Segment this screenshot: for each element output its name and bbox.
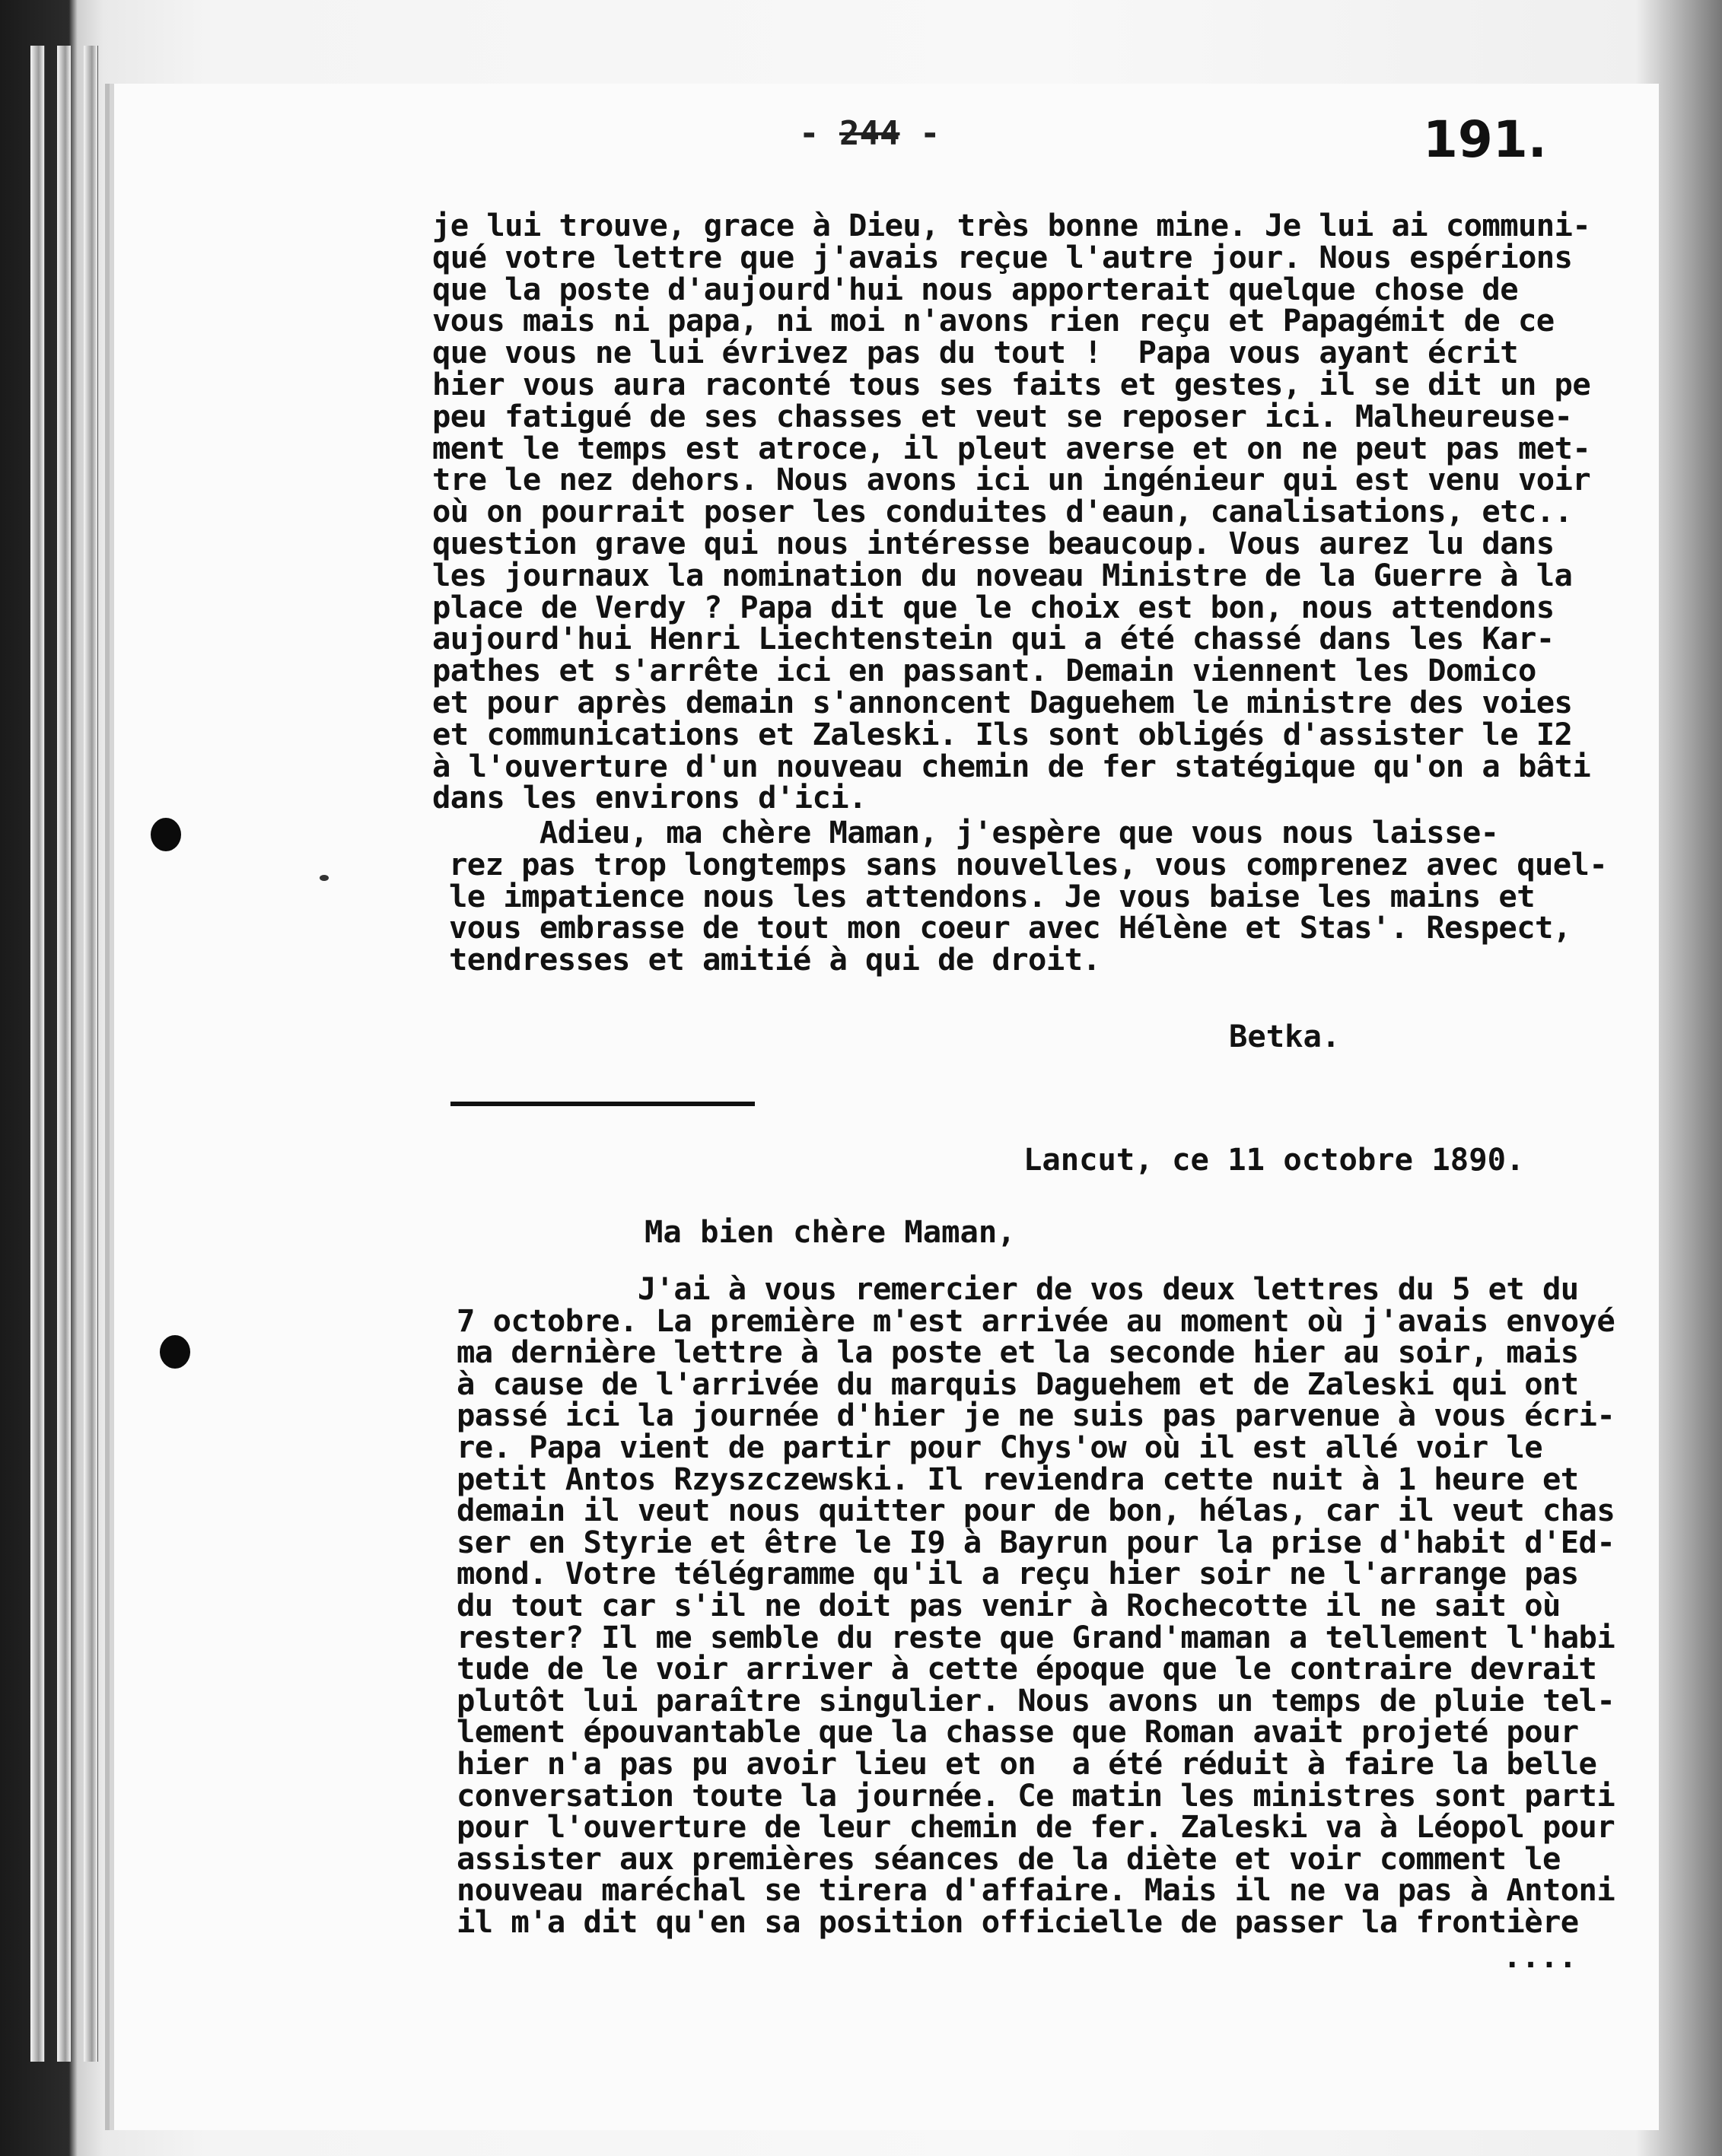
typed-line: nouveau maréchal se tirera d'affaire. Mais il ne va pas à Antoni [457,1871,1615,1909]
typed-line: question grave qui nous intéresse beaucoup. Vous aurez lu dans [432,525,1555,561]
ink-speck [320,875,329,881]
typed-line: où on pourrait poser les conduites d'eaun, canalisations, etc.. [432,493,1573,530]
typed-line: aujourd'hui Henri Liechtenstein qui a été chassé dans les Kar- [432,620,1555,657]
typed-line: pour l'ouverture de leur chemin de fer. Zaleski va à Léopol pour [457,1808,1615,1846]
typed-line: il m'a dit qu'en sa position officielle de passer la frontière [457,1903,1579,1940]
typed-line: plutôt lui paraître singulier. Nous avons un temps de pluie tel- [457,1681,1615,1719]
typed-line: tude de le voir arriver à cette époque que le contraire devrait [457,1650,1597,1687]
typed-line: tendresses et amitié à qui de droit. [449,941,1101,978]
typed-line: petit Antos Rzyszczewski. Il reviendra cette nuit à 1 heure et [457,1460,1579,1497]
typed-line: vous embrasse de tout mon coeur avec Hélène et Stas'. Respect, [449,909,1571,946]
typed-line: rez pas trop longtemps sans nouvelles, vous comprenez avec quel- [449,845,1608,882]
typed-line: conversation toute la journée. Ce matin les ministres sont parti [457,1776,1615,1814]
page-stack-edge [84,46,98,2062]
folio-number: 191. [1423,110,1547,169]
typed-line: ser en Styrie et être le I9 à Bayrun pour la prise d'habit d'Ed- [457,1523,1615,1560]
typed-line: assister aux premières séances de la diète et voir comment le [457,1840,1561,1877]
typed-line: ma dernière lettre à la poste et la seconde hier au soir, mais [457,1334,1579,1371]
typed-line: demain il veut nous quitter pour de bon, hélas, car il veut chas [457,1492,1615,1529]
typed-line: du tout car s'il ne doit pas venir à Rochecotte il ne sait où [457,1587,1561,1623]
typed-line: pathes et s'arrête ici en passant. Demain viennent les Domico [432,652,1536,689]
typed-line: Adieu, ma chère Maman, j'espère que vous nous laisse- [449,814,1499,851]
typed-line: à l'ouverture d'un nouveau chemin de fer statégique qu'on a bâti [432,747,1591,784]
typed-line: passé ici la journée d'hier je ne suis pas parvenue à vous écri- [457,1397,1615,1434]
typed-line: mond. Votre télégramme qu'il a reçu hier soir ne l'arrange pas [457,1555,1579,1592]
letter2-salutation: Ma bien chère Maman, [645,1213,1016,1250]
punch-hole [160,1335,190,1369]
letter1-closing [449,814,1666,1004]
punch-hole [151,818,181,851]
letter1-signature: Betka. [1229,1018,1341,1054]
typed-line: J'ai à vous remercier de vos deux lettres du 5 et du [457,1270,1579,1307]
typed-line: tre le nez dehors. Nous avons ici un ingénieur qui est venu voir [432,461,1591,498]
typed-line: qué votre lettre que j'avais reçue l'autre jour. Nous espérions [432,238,1573,275]
struck-folio-number: - 244 - [799,114,941,153]
typed-line: lement épouvantable que la chasse que Roman avait projeté pour [457,1713,1579,1751]
typed-line: que la poste d'aujourd'hui nous apporterait quelque chose de [432,270,1518,307]
letter1-body [432,207,1650,816]
typed-line: ment le temps est atroce, il pleut averse et on ne peut pas met- [432,429,1591,466]
letter-divider-rule [450,1102,755,1106]
typed-line: vous mais ni papa, ni moi n'avons rien reçu et Papagémit de ce [432,302,1555,339]
typed-line: place de Verdy ? Papa dit que le choix est bon, nous attendons [432,588,1555,625]
typed-line: à cause de l'arrivée du marquis Daguehem et de Zaleski qui ont [457,1365,1579,1402]
typed-line: dans les environs d'ici. [432,779,867,816]
page-stack-edge [57,46,72,2062]
page-stack-edge [30,46,45,2062]
letter2-body [457,1270,1674,1940]
typed-line: que vous ne lui évrivez pas du tout ! Papa vous ayant écrit [432,334,1518,371]
typed-line: re. Papa vient de partir pour Chys'ow où il est allé voir le [457,1429,1542,1465]
typed-line: le impatience nous les attendons. Je vous baise les mains et [449,877,1535,914]
typed-line: et pour après demain s'annoncent Daguehem le ministre des voies [432,684,1573,720]
typed-line: et communications et Zaleski. Ils sont obligés d'assister le I2 [432,715,1573,752]
typed-line: peu fatigué de ses chasses et veut se reposer ici. Malheureuse- [432,397,1573,434]
typed-line: rester? Il me semble du reste que Grand'maman a tellement l'habi [457,1618,1615,1655]
typed-line: les journaux la nomination du noveau Ministre de la Guerre à la [432,556,1573,593]
typed-line: je lui trouve, grace à Dieu, très bonne mine. Je lui ai communi- [432,207,1591,243]
typed-line: 7 octobre. La première m'est arrivée au moment où j'avais envoyé [457,1302,1615,1339]
continuation-dots: .... [1503,1938,1577,1975]
typed-line: hier vous aura raconté tous ses faits et gestes, il se dit un pe [432,366,1591,402]
struck-folio-value: 244 [839,114,900,153]
letter2-dateline: Lancut, ce 11 octobre 1890. [1023,1141,1525,1178]
typed-line: hier n'a pas pu avoir lieu et on a été réduit à faire la belle [457,1745,1597,1782]
